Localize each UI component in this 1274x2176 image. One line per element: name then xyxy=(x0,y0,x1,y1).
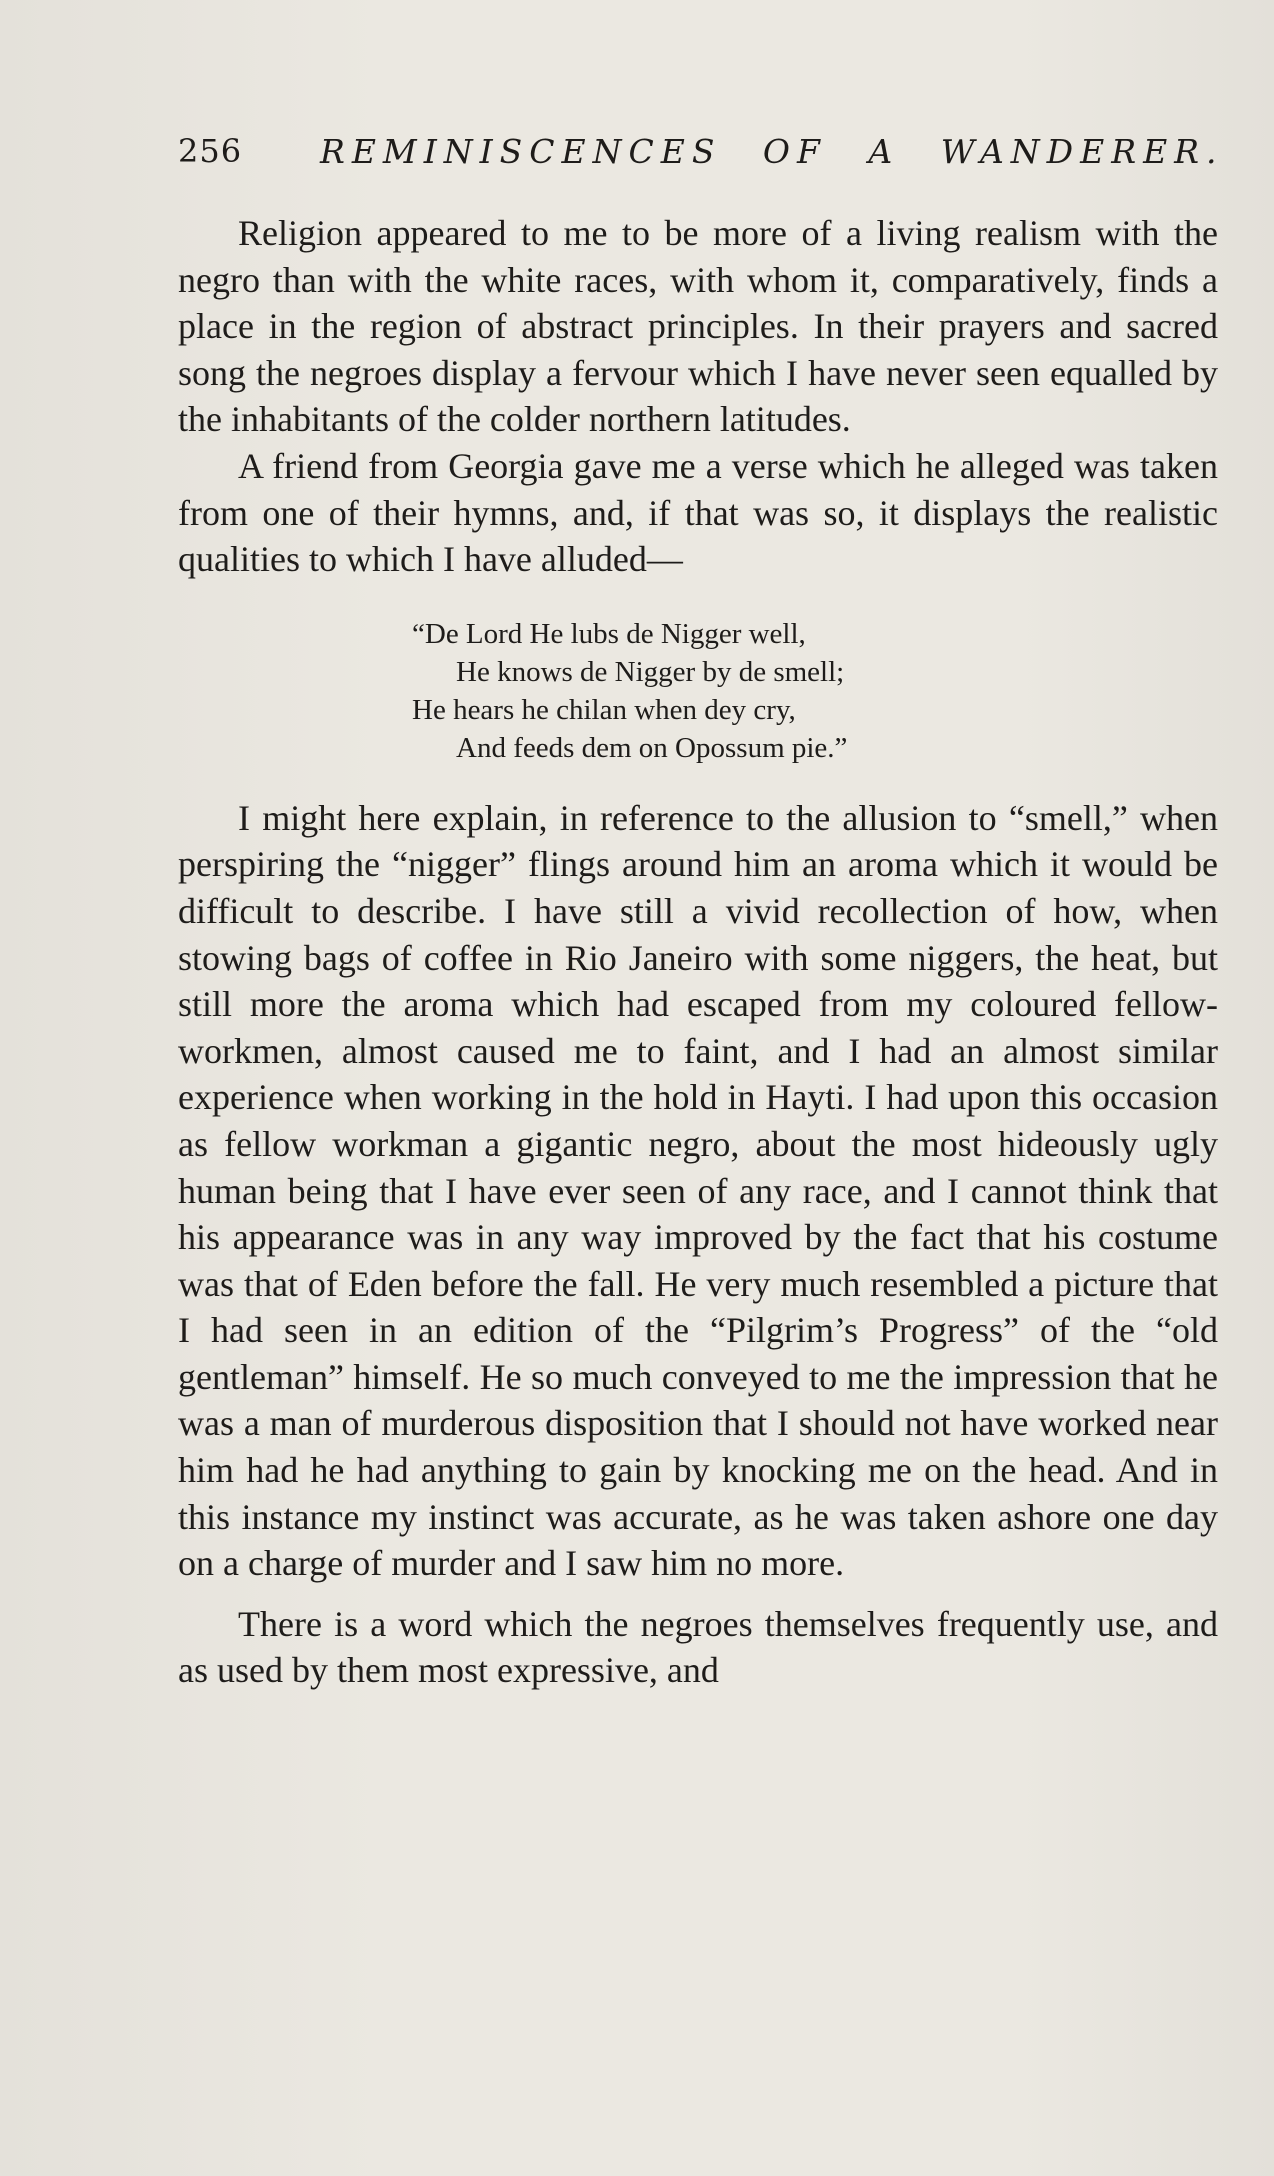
hymn-verse xyxy=(178,615,1218,767)
page-number: 256 xyxy=(178,132,243,170)
page-header xyxy=(178,132,1224,182)
paragraph-religion: Religion appeared to me to be more of a living realism with the negro than with the white races, with whom it, comparatively, finds a place in the region of abstract principles. In their prayers and sacred song the negroes display a fervour which I have never seen equalled by the inhabitants of the colder northern latitudes. xyxy=(178,213,1218,440)
paragraph-negro-word: There is a word which the negroes themselves frequently use, and as used by them most expressive, and xyxy=(178,1603,1218,1691)
running-title: REMINISCENCES OF A WANDERER. xyxy=(320,132,1224,171)
verse-line-3: He hears he chilan when dey cry, xyxy=(412,693,796,726)
paragraph-georgia-friend: A friend from Georgia gave me a verse which he alleged was taken from one of their hymns, and, if that was so, it displays the realistic qualities to which I have alluded— xyxy=(178,445,1218,580)
verse-line-2: He knows de Nigger by de smell; xyxy=(456,655,845,688)
verse-line-4: And feeds dem on Opossum pie.” xyxy=(456,731,848,764)
verse-line-1: “De Lord He lubs de Nigger well, xyxy=(412,617,806,650)
body-text xyxy=(178,210,1218,1694)
paragraph-smell-explanation: I might here explain, in reference to the allusion to “smell,” when perspiring the “nigger” flings around him an aroma which it would be difficult to describe. I have still a vivid recollection of how, when stowing bags of coffee in Rio Janeiro with some niggers, the heat, but still more the aroma which had escaped from my coloured fellow-workmen, almost caused me to faint, and I had an almost similar experience when working in the hold in Hayti. I had upon this occasion as fellow workman a gigantic negro, about the most hideously ugly human being that I have ever seen of any race, and I cannot think that his appearance was in any way improved by the fact that his costume was that of Eden before the fall. He very much resembled a picture that I had seen in an edition of the “Pilgrim’s Progress” of the “old gentleman” himself. He so much conveyed to me the impression that he was a man of murderous disposition that I should not have worked near him had he had anything to gain by knocking me on the head. And in this instance my instinct was accurate, as he was taken ashore one day on a charge of murder and I saw him no more. xyxy=(178,797,1218,1584)
